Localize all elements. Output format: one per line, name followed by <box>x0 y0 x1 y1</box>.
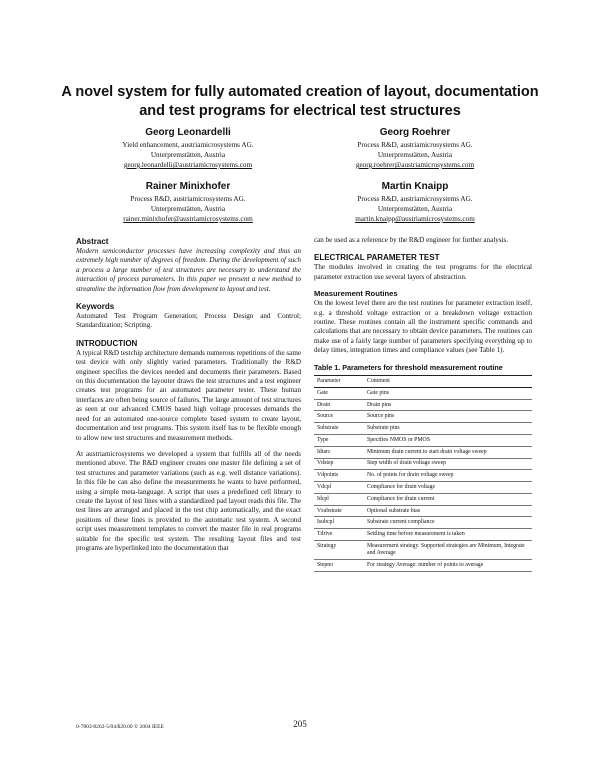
table-cell-comment: Compliance for drain current <box>364 493 532 505</box>
table-cell-parameter: Tdrive <box>314 529 364 541</box>
abstract-text: Modern semiconductor processes have increasing complexity and thus an extremely high number of degrees of freedom. During the development of such a process a large number of test structures are necessary to understand the interaction of process parameters. In this paper we present a new method to streamline the information flow from development to layout and test. <box>76 247 301 293</box>
table-row <box>314 529 532 541</box>
continued-paragraph: can be used as a reference by the R&D engineer for further analysis. <box>314 236 509 244</box>
table-cell-parameter: Isubcpl <box>314 517 364 529</box>
table-cell-comment: For strategy Average: number of points to average <box>364 559 532 571</box>
author-affiliation: Yield enhancement, austriamicrosystems AG. <box>122 141 254 149</box>
subsection-heading: Measurement Routines <box>314 289 398 299</box>
table-header-cell: Comment <box>364 376 532 388</box>
section-paragraph: The modules involved in creating the test programs for the electrical parameter extraction use several layers of abstraction. <box>314 263 532 281</box>
table-cell-comment: Substrate current compliance <box>364 517 532 529</box>
author-name: Georg Roehrer <box>379 127 451 138</box>
author-name: Rainer Minixhofer <box>145 181 231 192</box>
keywords-heading: Keywords <box>76 302 115 312</box>
parameter-table <box>314 375 532 572</box>
table-row <box>314 559 532 571</box>
table-cell-parameter: Vdstep <box>314 458 364 470</box>
subsection-paragraph: On the lowest level there are the test routines for parameter extraction itself, e.g. a threshold voltage extraction or a breakdown voltage extraction routine. These routines contain all the instrument specific commands and calculations that are necessary to obtain device parameters. The routines can make use of a fairly large number of parameters specifying everything up to delay times, integration times and compliance values (see Table 1). <box>314 299 532 355</box>
table-cell-parameter: Substrate <box>314 423 364 435</box>
author-email[interactable]: martin.knaipp@austriamicrosystems.com <box>355 215 475 223</box>
keywords-text: Automated Test Program Generation; Process Design and Control; Standardization; Scripting. <box>76 312 301 330</box>
table-cell-comment: Measurement strategy. Supported strategies are Minimum, Integrate and Average <box>364 541 532 560</box>
table-row <box>314 446 532 458</box>
table-header-cell: Parameter <box>314 376 364 388</box>
table-row <box>314 458 532 470</box>
table-cell-parameter: Source <box>314 411 364 423</box>
author-affiliation: Process R&D, austriamicrosystems AG. <box>357 141 473 149</box>
table-row <box>314 541 532 560</box>
table-header-row <box>314 376 532 388</box>
table-cell-comment: Compliance for drain voltage <box>364 482 532 494</box>
table-cell-parameter: Vsubstrate <box>314 505 364 517</box>
table-cell-parameter: Vdpoints <box>314 470 364 482</box>
table-cell-comment: No. of points for drain voltage sweep <box>364 470 532 482</box>
author-affiliation: Process R&D, austriamicrosystems AG. <box>357 195 473 203</box>
table-cell-comment: Drain pins <box>364 399 532 411</box>
author-name: Georg Leonardelli <box>145 127 231 138</box>
table-cell-parameter: Stepno <box>314 559 364 571</box>
author-email[interactable]: rainer.minixhofer@austriamicrosystems.com <box>123 215 253 223</box>
author-city: Unterpremstätten, Austria <box>150 151 226 159</box>
table-cell-comment: Substrate pins <box>364 423 532 435</box>
introduction-paragraph-2: At austriamicrosystems we developed a system that fulfills all of the needs mentioned above. The R&D engineer creates one master file defining a set of test structures and parameter variations (such as e.g. well distance variations). In this file he can also define the measurements he wants to have performed, using a simple meta-language. A script that uses a predefined cell library to create the layout of test lines with a standardized pad layout reads this file. The test lines are arranged and placed in the test chip automatically, and the exact positions of these lines is provided to the automatic test system. A second script uses measurement templates to convert the master file in real programs suitable for the specific test system. The resulting layout files and test programs are hyperlinked into the documentation that <box>76 449 301 552</box>
table-row <box>314 434 532 446</box>
author-block-2 <box>290 126 540 170</box>
author-name: Martin Knaipp <box>381 181 449 192</box>
author-block-3 <box>63 180 313 224</box>
author-city: Unterpremstätten, Austria <box>377 151 453 159</box>
author-block-1 <box>63 126 313 170</box>
table-row <box>314 423 532 435</box>
table-cell-parameter: Strategy <box>314 541 364 560</box>
table-row <box>314 411 532 423</box>
table-cell-parameter: Drain <box>314 399 364 411</box>
table-cell-parameter: Gate <box>314 387 364 399</box>
introduction-paragraph-1: A typical R&D testchip architecture demands numerous repetitions of the same test device with only slightly varied parameters. Traditionally the R&D engineer specifies the devices needed and documents their parameters. Based on this documentation the layouter draws the test structures and a test engineer creates test programs for an automated parameter tester. These human interfaces are often being source of failures. The large amount of test structures as seen at our advanced CMOS based high voltage processes demands the need for an automated one-source complete based system to create layout, documentation and test programs. This system itself has to be flexible enough to allow new test structures and measurement methods. <box>76 348 301 442</box>
table-cell-comment: Gate pins <box>364 387 532 399</box>
table-row <box>314 505 532 517</box>
left-column <box>76 236 301 560</box>
table-cell-parameter: Type <box>314 434 364 446</box>
paper-title: A novel system for fully automated creation of layout, documentation and test programs for electrical test structures <box>61 84 539 119</box>
author-email[interactable]: georg.roehrer@austriamicrosystems.com <box>355 161 475 169</box>
abstract-heading: Abstract <box>76 237 109 246</box>
author-city: Unterpremstätten, Austria <box>377 205 453 213</box>
table-cell-parameter: Idcpl <box>314 493 364 505</box>
table-row <box>314 399 532 411</box>
author-block-4 <box>290 180 540 224</box>
author-city: Unterpremstätten, Austria <box>150 205 226 213</box>
table-row <box>314 517 532 529</box>
table-cell-comment: Optional substrate bias <box>364 505 532 517</box>
introduction-heading: INTRODUCTION <box>76 338 138 348</box>
table-cell-parameter: Idtarc <box>314 446 364 458</box>
table-row <box>314 387 532 399</box>
table-cell-parameter: Vdcpl <box>314 482 364 494</box>
author-email[interactable]: georg.leonardelli@austriamicrosystems.com <box>123 161 253 169</box>
section-heading: ELECTRICAL PARAMETER TEST <box>314 253 440 263</box>
table-cell-comment: Source pins <box>364 411 532 423</box>
table-cell-comment: Minimum drain current to start drain voltage sweep <box>364 446 532 458</box>
table-row <box>314 470 532 482</box>
table-row <box>314 482 532 494</box>
table-cell-comment: Specifies NMOS or PMOS <box>364 434 532 446</box>
page-number: 205 <box>293 719 307 729</box>
table-row <box>314 493 532 505</box>
table-cell-comment: Step width of drain voltage sweep <box>364 458 532 470</box>
right-column <box>314 236 532 572</box>
author-affiliation: Process R&D, austriamicrosystems AG. <box>130 195 246 203</box>
footer-copyright: 0-7803-8262-5/04/$20.00 © 2004 IEEE <box>76 724 164 730</box>
table-caption: Table 1. Parameters for threshold measurement routine <box>314 362 503 372</box>
table-cell-comment: Settling time before measurement is taken <box>364 529 532 541</box>
